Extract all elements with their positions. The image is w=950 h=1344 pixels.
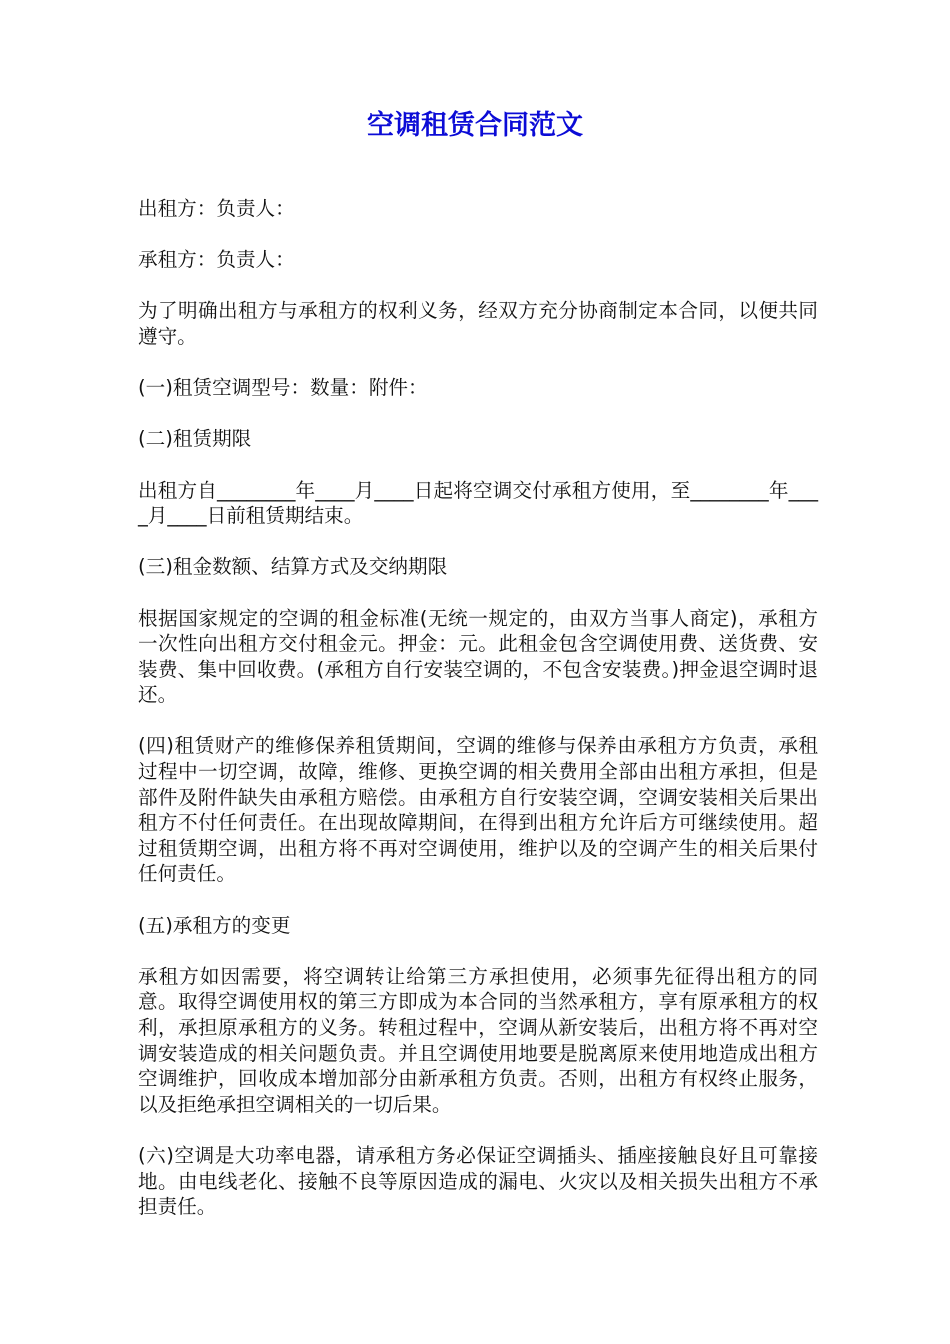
rent-paragraph: 根据国家规定的空调的租金标准(无统一规定的，由双方当事人商定)，承租方一次性向出租方交付租金元。押金：元。此租金包含空调使用费、送货费、安装费、集中回收费。(承租方自行安装空调的，不包含安装费。)押金退空调时退还。 bbox=[138, 606, 818, 707]
lessee-change-paragraph: 承租方如因需要，将空调转让给第三方承担使用，必须事先征得出租方的同意。取得空调使用权的第三方即成为本合同的当然承租方，享有原承租方的权利，承担原承租方的义务。转租过程中，空调从新安装后，出租方将不再对空调安装造成的相关问题负责。并且空调使用地要是脱离原来使用地造成出租方空调维护，回收成本增加部分由新承租方负责。否则，出租方有权终止服务，以及拒绝承担空调相关的一切后果。 bbox=[138, 964, 818, 1116]
preamble-paragraph: 为了明确出租方与承租方的权利义务，经双方充分协商制定本合同，以便共同遵守。 bbox=[138, 299, 818, 348]
document-body bbox=[138, 196, 818, 1245]
clause-1-heading: (一)租赁空调型号：数量：附件： bbox=[138, 376, 428, 400]
lessor-line: 出租方：负责人： bbox=[138, 197, 295, 220]
lease-term-paragraph: 出租方自________年____月____日起将空调交付承租方使用，至________年____月____日前租赁期结束。 bbox=[138, 478, 818, 528]
clause-4-paragraph: (四)租赁财产的维修保养租赁期间，空调的维修与保养由承租方方负责，承租过程中一切空调，故障，维修、更换空调的相关费用全部由出租方承担，但是部件及附件缺失由承租方赔偿。由承租方自行安装空调，空调安装相关后果出租方不付任何责任。在出现故障期间，在得到出租方允许后方可继续使用。超过租赁期空调，出租方将不再对空调使用，维护以及的空调产生的相关后果付任何责任。 bbox=[138, 734, 818, 886]
document-title: 空调租赁合同范文 bbox=[367, 110, 583, 141]
clause-3-heading: (三)租金数额、结算方式及交纳期限 bbox=[138, 555, 448, 579]
clause-2-heading: (二)租赁期限 bbox=[138, 427, 252, 451]
lessee-line: 承租方：负责人： bbox=[138, 248, 295, 272]
clause-5-heading: (五)承租方的变更 bbox=[138, 913, 291, 937]
clause-6-paragraph: (六)空调是大功率电器，请承租方务必保证空调插头、插座接触良好且可靠接地。由电线老化、接触不良等原因造成的漏电、火灾以及相关损失出租方不承担责任。 bbox=[138, 1143, 818, 1219]
